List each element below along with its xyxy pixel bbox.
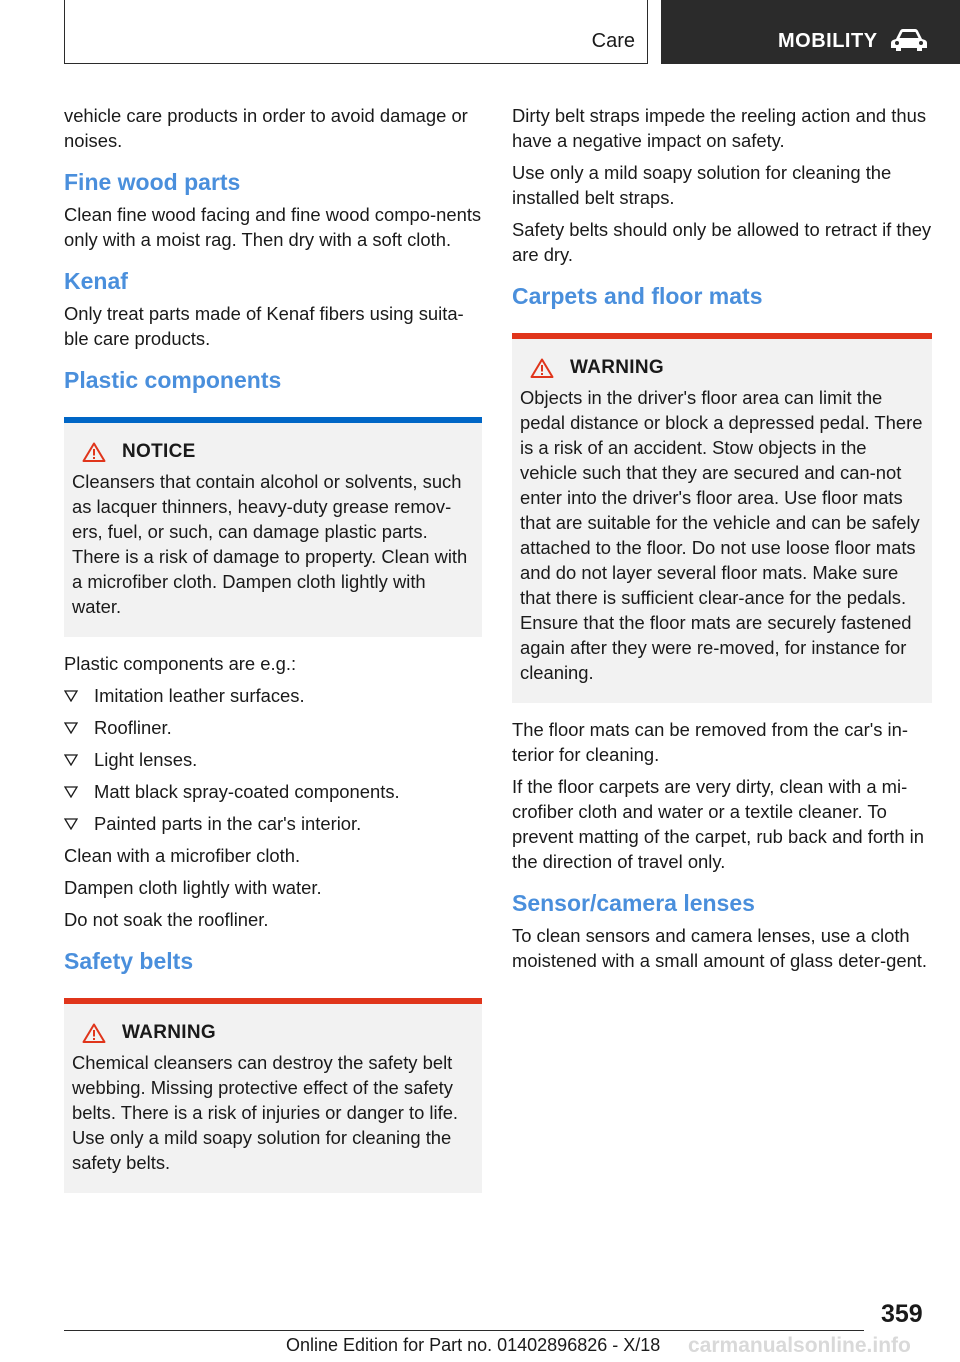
header-section-box xyxy=(64,0,648,64)
belts-paragraph: Safety belts should only be allowed to retract if they are dry. xyxy=(512,219,932,265)
plastic-list xyxy=(64,683,482,836)
sensor-text: To clean sensors and camera lenses, use a cloth moistened with a small amount of glass deter-gent. xyxy=(512,925,928,971)
carpets-warning-title-row xyxy=(520,357,924,379)
belts-paragraph: Use only a mild soapy solution for cleaning the installed belt straps. xyxy=(512,162,892,208)
bullet-triangle-icon xyxy=(64,786,78,798)
intro-text: vehicle care products in order to avoid damage or noises. xyxy=(64,105,468,151)
belts-warning-title: WARNING xyxy=(122,1022,216,1043)
fine-wood-heading: Fine wood parts xyxy=(64,169,241,195)
car-icon xyxy=(890,27,928,53)
warning-triangle-icon xyxy=(82,442,106,462)
carpets-warning-text: Objects in the driver's floor area can limit the pedal distance or block a depressed pedal. There is a risk of an accident. Stow objects in the vehicle such that they are secured and can-not enter into the driver's floor area. Use floor mats that are suitable for the vehicle and can be safely attached to the floor. Do not use loose floor mats and do not layer several floor mats. Make sure that there is sufficient clear-ance for the pedals. Ensure that the floor mats are securely fastened again after they were re-moved, for instance for cleaning. xyxy=(520,387,923,683)
safety-belts-heading: Safety belts xyxy=(64,948,194,974)
left-column xyxy=(64,103,482,1207)
header-chapter-title: MOBILITY xyxy=(778,30,878,52)
belts-warning-title-row xyxy=(72,1022,474,1044)
list-item: Painted parts in the car's interior. xyxy=(64,811,482,836)
plastic-heading: Plastic components xyxy=(64,367,282,393)
plastic-after-text: Dampen cloth lightly with water. xyxy=(64,877,322,898)
header-chapter-tab xyxy=(661,0,960,64)
plastic-after-text: Clean with a microfiber cloth. xyxy=(64,845,301,866)
warning-triangle-icon xyxy=(530,358,554,378)
header-section-title: Care xyxy=(591,30,635,52)
warning-triangle-icon xyxy=(82,1023,106,1043)
right-column xyxy=(512,103,932,980)
sensor-heading: Sensor/camera lenses xyxy=(512,890,755,916)
list-item: Roofliner. xyxy=(64,715,482,740)
watermark: carmanualsonline.info xyxy=(688,1334,911,1357)
carpets-paragraph: The floor mats can be removed from the car's in-terior for cleaning. xyxy=(512,719,909,765)
kenaf-heading: Kenaf xyxy=(64,268,128,294)
belts-paragraph: Dirty belt straps impede the reeling action and thus have a negative impact on safety. xyxy=(512,105,927,151)
footer-divider xyxy=(64,1330,864,1331)
kenaf-text: Only treat parts made of Kenaf fibers using suita-ble care products. xyxy=(64,303,464,349)
carpets-heading: Carpets and floor mats xyxy=(512,283,763,309)
carpets-warning-title: WARNING xyxy=(570,357,664,378)
notice-text: Cleansers that contain alcohol or solvents, such as lacquer thinners, heavy-duty grease remov-ers, fuel, or such, can damage plastic parts. There is a risk of damage to property. Clean with a microfiber cloth. Dampen cloth lightly with water. xyxy=(72,471,468,617)
fine-wood-text: Clean fine wood facing and fine wood compo-nents only with a moist rag. Then dry with a soft cloth. xyxy=(64,204,482,250)
notice-callout xyxy=(64,417,482,637)
carpets-warning-callout xyxy=(512,333,932,703)
plastic-after-text: Do not soak the roofliner. xyxy=(64,909,269,930)
bullet-triangle-icon xyxy=(64,818,78,830)
notice-title: NOTICE xyxy=(122,441,196,462)
carpets-paragraph: If the floor carpets are very dirty, clean with a mi-crofiber cloth and water or a textile cleaner. To prevent matting of the carpet, rub back and forth in the direction of travel only. xyxy=(512,776,924,872)
plastic-list-intro: Plastic components are e.g.: xyxy=(64,653,297,674)
notice-title-row xyxy=(72,441,474,463)
belts-warning-callout xyxy=(64,998,482,1193)
list-item: Matt black spray-coated components. xyxy=(64,779,482,804)
list-item: Imitation leather surfaces. xyxy=(64,683,482,708)
footer-edition: Online Edition for Part no. 01402896826 - X/18 xyxy=(286,1335,661,1355)
bullet-triangle-icon xyxy=(64,754,78,766)
bullet-triangle-icon xyxy=(64,722,78,734)
belts-warning-text: Chemical cleansers can destroy the safety belt webbing. Missing protective effect of the safety belts. There is a risk of injuries or danger to life. Use only a mild soapy solution for cleaning the safety belts. xyxy=(72,1052,459,1173)
list-item: Light lenses. xyxy=(64,747,482,772)
bullet-triangle-icon xyxy=(64,690,78,702)
page-number: 359 xyxy=(881,1300,923,1328)
